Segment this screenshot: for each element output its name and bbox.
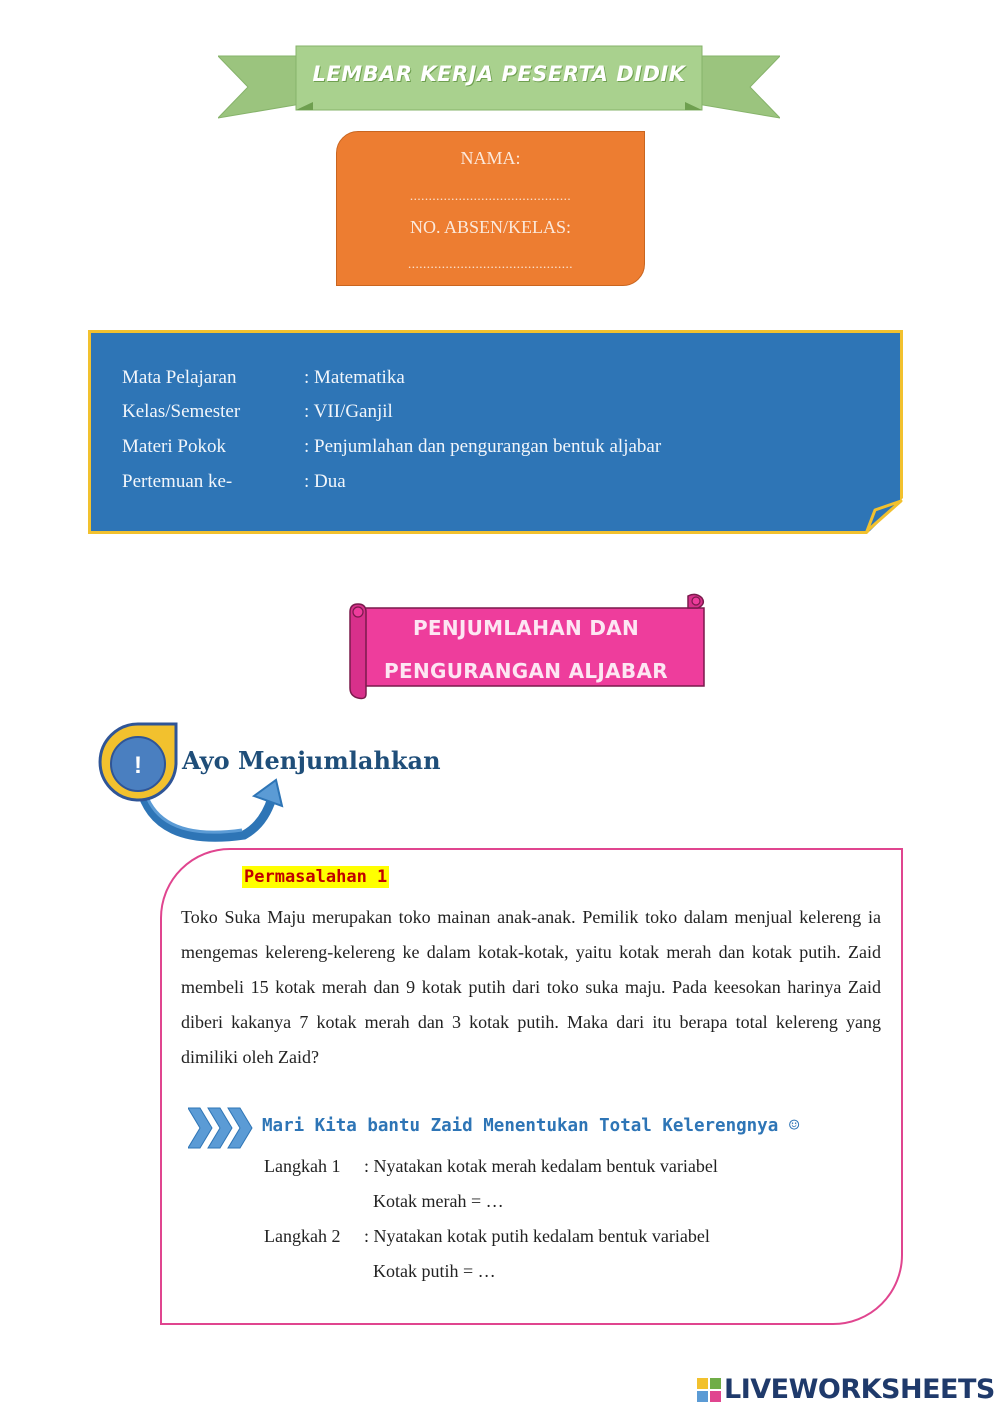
step-instruction: : Nyatakan kotak merah kedalam bentuk variabel — [364, 1156, 718, 1176]
problem-box — [160, 848, 903, 1325]
info-value: : Dua — [304, 471, 346, 492]
info-label: Mata Pelajaran — [122, 367, 237, 388]
problem-title: Permasalahan 1 — [244, 867, 388, 887]
info-label: Materi Pokok — [122, 436, 226, 457]
info-value: : VII/Ganjil — [304, 401, 393, 422]
scroll-shape — [346, 592, 708, 700]
liveworksheets-brand[interactable]: LIVEWORKSHEETS — [724, 1374, 995, 1405]
chevrons-icon — [188, 1106, 254, 1150]
subject-info-panel — [88, 330, 903, 534]
info-value: : Matematika — [304, 367, 405, 388]
problem-text: Toko Suka Maju merupakan toko mainan anak-anak. Pemilik toko dalam menjual kelereng ia mengemas kelereng-kelereng ke dalam kotak-kotak, yaitu kotak merah dan kotak putih. Zaid membeli 15 kotak merah dan 9 kotak putih dari toko suka maju. Pada keesokan harinya Zaid diberi kakanya 7 kotak merah dan 3 kotak putih. Maka dari itu berapa total kelereng yang dimiliki oleh Zaid? — [181, 907, 881, 1067]
info-value: : Penjumlahan dan pengurangan bentuk aljabar — [304, 436, 662, 457]
title-ribbon — [218, 42, 780, 122]
liveworksheets-logo-icon — [697, 1378, 721, 1402]
worksheet-title: LEMBAR KERJA PESERTA DIDIK — [312, 62, 686, 86]
info-label: Pertemuan ke- — [122, 471, 233, 492]
info-label: Kelas/Semester — [122, 401, 241, 422]
page-fold-corner — [863, 498, 903, 534]
step-answer[interactable]: Kotak putih = … — [373, 1261, 496, 1281]
absen-field[interactable]: ............................................ — [408, 256, 573, 271]
step-answer[interactable]: Kotak merah = … — [373, 1191, 504, 1211]
absen-label: NO. ABSEN/KELAS: — [409, 217, 571, 237]
step-instruction: : Nyatakan kotak putih kedalam bentuk variabel — [364, 1226, 710, 1246]
name-field[interactable]: ........................................... — [409, 188, 572, 203]
topic-line-2: PENGURANGAN ALJABAR — [384, 659, 668, 683]
alert-icon — [94, 720, 289, 850]
step-label: Langkah 1 — [264, 1156, 341, 1176]
help-title: Mari Kita bantu Zaid Menentukan Total Kelerengnya ☺ — [262, 1116, 800, 1136]
topic-line-1: PENJUMLAHAN DAN — [412, 616, 640, 640]
section-title: Ayo Menjumlahkan — [182, 746, 441, 775]
alert-glyph: ! — [134, 752, 142, 779]
step-label: Langkah 2 — [264, 1226, 341, 1246]
topic-scroll — [346, 592, 708, 700]
identity-box — [336, 131, 645, 286]
name-label: NAMA: — [460, 148, 521, 168]
